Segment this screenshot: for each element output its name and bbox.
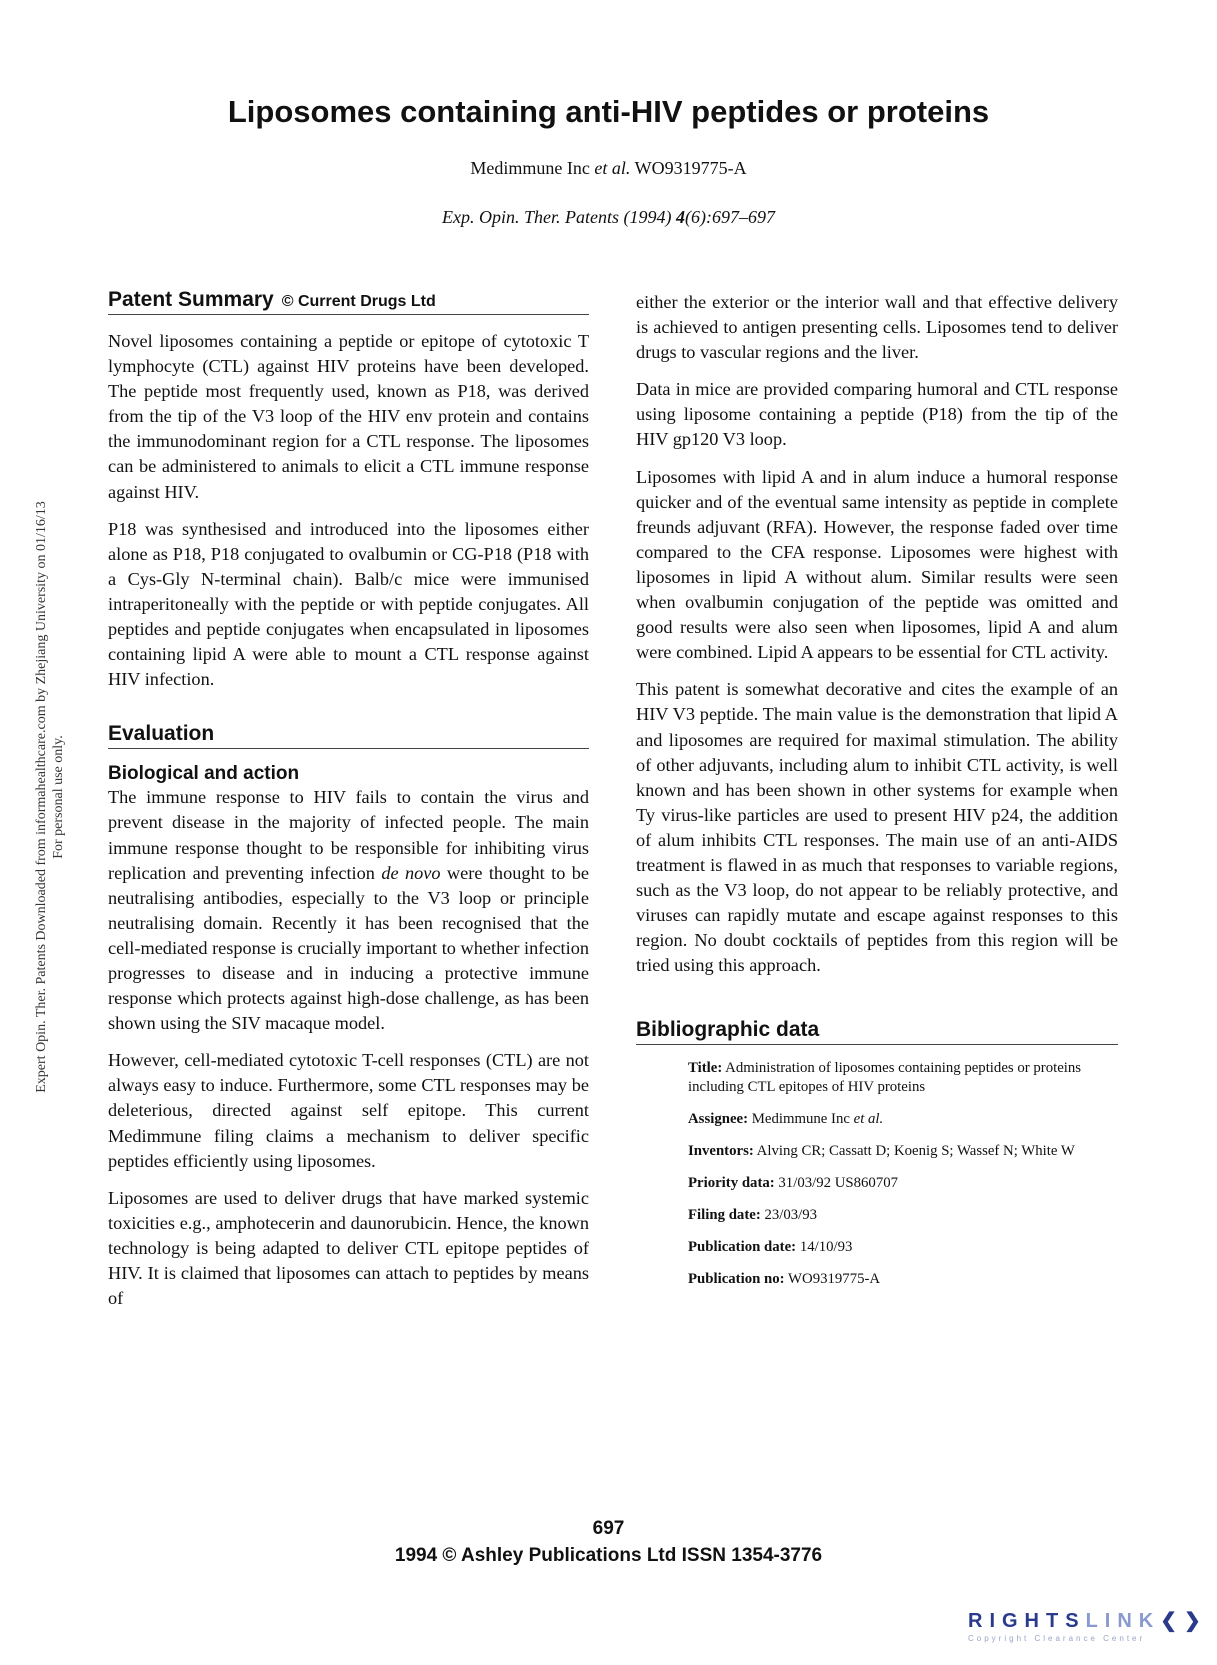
right-column — [636, 290, 1118, 1302]
evaluation-paragraph: Liposomes with lipid A and in alum induce a humoral response quicker and of the eventual same intensity as peptide in complete freunds adjuvant (RFA). However, the response faded over time compared to the CFA response. Liposomes were highest with liposomes in lipid A without alum. Similar results were seen when ovalbumin conjugation of the peptide was omitted and good results were also seen when liposomes, lipid A and alum were combined. Lipid A appears to be essential for CTL activity. — [636, 466, 1118, 663]
heading-text: Patent Summary — [108, 288, 274, 311]
rightslink-logo[interactable] — [968, 1608, 1208, 1643]
assignee: Medimmune Inc — [470, 158, 590, 178]
biological-action-subheading: Biological and action — [108, 763, 300, 785]
download-watermark — [33, 447, 67, 1147]
evaluation-paragraph — [108, 785, 589, 1036]
author-line — [0, 158, 1217, 179]
bib-filing-date — [688, 1206, 1118, 1225]
bibliographic-list — [688, 1059, 1118, 1289]
value: 14/10/93 — [799, 1239, 853, 1256]
evaluation-paragraph: either the exterior or the interior wall and that effective delivery is achieved to antigen presenting cells. Liposomes tend to deliver drugs to vascular regions and the liver. — [636, 292, 1118, 363]
left-column — [108, 288, 589, 1323]
label: Title: — [688, 1060, 723, 1077]
download-note: Expert Opin. Ther. Patents Downloaded from informahealthcare.com by Zhejiang University on 01/16/13 — [34, 501, 49, 1093]
summary-paragraph: P18 was synthesised and introduced into the liposomes either alone as P18, P18 conjugated to ovalbumin or CG-P18 (P18 with a Cys-Gly N-terminal chain). Balb/c mice were immunised intraperitoneally with the peptide or with peptide conjugates. All peptides and peptide conjugates when encapsulated in liposomes containing lipid A were able to mount a CTL response against HIV infection. — [108, 518, 589, 690]
personal-use-note: For personal use only. — [51, 735, 66, 859]
bib-publication-date — [688, 1238, 1118, 1257]
text: The immune response to HIV fails to contain the virus and prevent disease in the majority of infected people. The main immune response thought to be responsible for inhibiting virus replication and preventing infection — [108, 787, 589, 883]
logo-wordmark — [968, 1608, 1208, 1633]
value: 31/03/92 US860707 — [778, 1175, 899, 1192]
journal-pages: (6):697–697 — [685, 207, 775, 227]
bib-inventors — [688, 1142, 1118, 1161]
journal-volume: 4 — [676, 207, 685, 227]
et-al: et al. — [594, 158, 631, 178]
et-al: et al. — [853, 1111, 884, 1128]
source-credit: © Current Drugs Ltd — [281, 293, 436, 310]
label: Publication date: — [688, 1239, 797, 1256]
bib-priority — [688, 1174, 1118, 1193]
copyright-line: 1994 © Ashley Publications Ltd ISSN 1354-3776 — [394, 1545, 823, 1566]
italic-text: de novo — [381, 862, 441, 883]
journal-name: Exp. Opin. Ther. Patents — [442, 207, 619, 227]
summary-paragraph: Novel liposomes containing a peptide or epitope of cytotoxic T lymphocyte (CTL) against HIV proteins have been developed. The peptide most frequently used, known as P18, was derived from the tip of the V3 loop of the HIV env protein and contains the immunodominant region for a CTL response. The liposomes can be administered to animals to elicit a CTL immune response against HIV. — [108, 331, 589, 502]
journal-citation — [0, 207, 1217, 228]
evaluation-paragraph: Data in mice are provided comparing humoral and CTL response using liposome containing a peptide (P18) from the tip of the HIV gp120 V3 loop. — [636, 379, 1118, 450]
value: WO9319775-A — [788, 1271, 881, 1288]
label: Assignee: — [688, 1111, 749, 1128]
value: 23/03/93 — [764, 1207, 818, 1224]
article-title: Liposomes containing anti-HIV peptides or proteins — [227, 94, 990, 129]
arrow-icon: ❮❯ — [1160, 1610, 1208, 1632]
label: Priority data: — [688, 1175, 775, 1192]
label: Publication no: — [688, 1271, 785, 1288]
value: Alving CR; Cassatt D; Koenig S; Wassef N; White W — [756, 1143, 1075, 1160]
logo-light: LINK — [1085, 1610, 1161, 1632]
evaluation-paragraph: Liposomes are used to deliver drugs that have marked systemic toxicities e.g., amphotecerin and daunorubicin. Hence, the known technology is being adapted to deliver CTL epitope peptides of HIV. It is claimed that liposomes can attach to peptides by means of — [108, 1187, 589, 1309]
label: Filing date: — [688, 1207, 761, 1224]
value: Medimmune Inc — [751, 1111, 850, 1128]
logo-dark: RIGHTS — [968, 1610, 1086, 1632]
page-number: 697 — [592, 1518, 625, 1539]
logo-tagline: Copyright Clearance Center — [968, 1634, 1146, 1643]
value: Administration of liposomes containing peptides or proteins including CTL epitopes of HIV proteins — [688, 1060, 1082, 1096]
bib-title — [688, 1059, 1118, 1097]
evaluation-heading: Evaluation — [108, 722, 589, 749]
bibliographic-heading: Bibliographic data — [636, 1018, 1118, 1045]
evaluation-paragraph: However, cell-mediated cytotoxic T-cell responses (CTL) are not always easy to induce. Furthermore, some CTL responses may be deleterious, directed against self epitope. This current Medimmune filing claims a mechanism to deliver specific peptides efficiently using liposomes. — [108, 1050, 589, 1171]
text: were thought to be neutralising antibodies, especially to the V3 loop or principle neutralising domain. Recently it has been recognised that the cell-mediated response is crucially important to whether infection progresses to disease and in inducing a protective immune response which protects against high-dose challenge, as has been shown using the SIV macaque model. — [108, 862, 589, 1034]
evaluation-paragraph: This patent is somewhat decorative and cites the example of an HIV V3 peptide. The main value is the demonstration that lipid A and liposomes are required for maximal stimulation. The ability of other adjuvants, including alum to inhibit CTL activity, is well known and has been shown in other systems for example when Ty virus-like particles are used to present HIV p24, the addition of alum inhibits CTL responses. The main use of an anti-AIDS treatment is flawed in as much that responses to variable regions, such as the V3 loop, do not appear to be reliably protective, and viruses can rapidly mutate and escape against responses to this region. No doubt cocktails of peptides from this region will be tried using this approach. — [636, 679, 1118, 976]
patent-summary-heading — [108, 288, 589, 315]
journal-year: (1994) — [623, 207, 672, 227]
label: Inventors: — [688, 1143, 754, 1160]
bib-publication-no — [688, 1270, 1118, 1289]
bib-assignee — [688, 1110, 1118, 1129]
patent-number: WO9319775-A — [634, 158, 747, 178]
